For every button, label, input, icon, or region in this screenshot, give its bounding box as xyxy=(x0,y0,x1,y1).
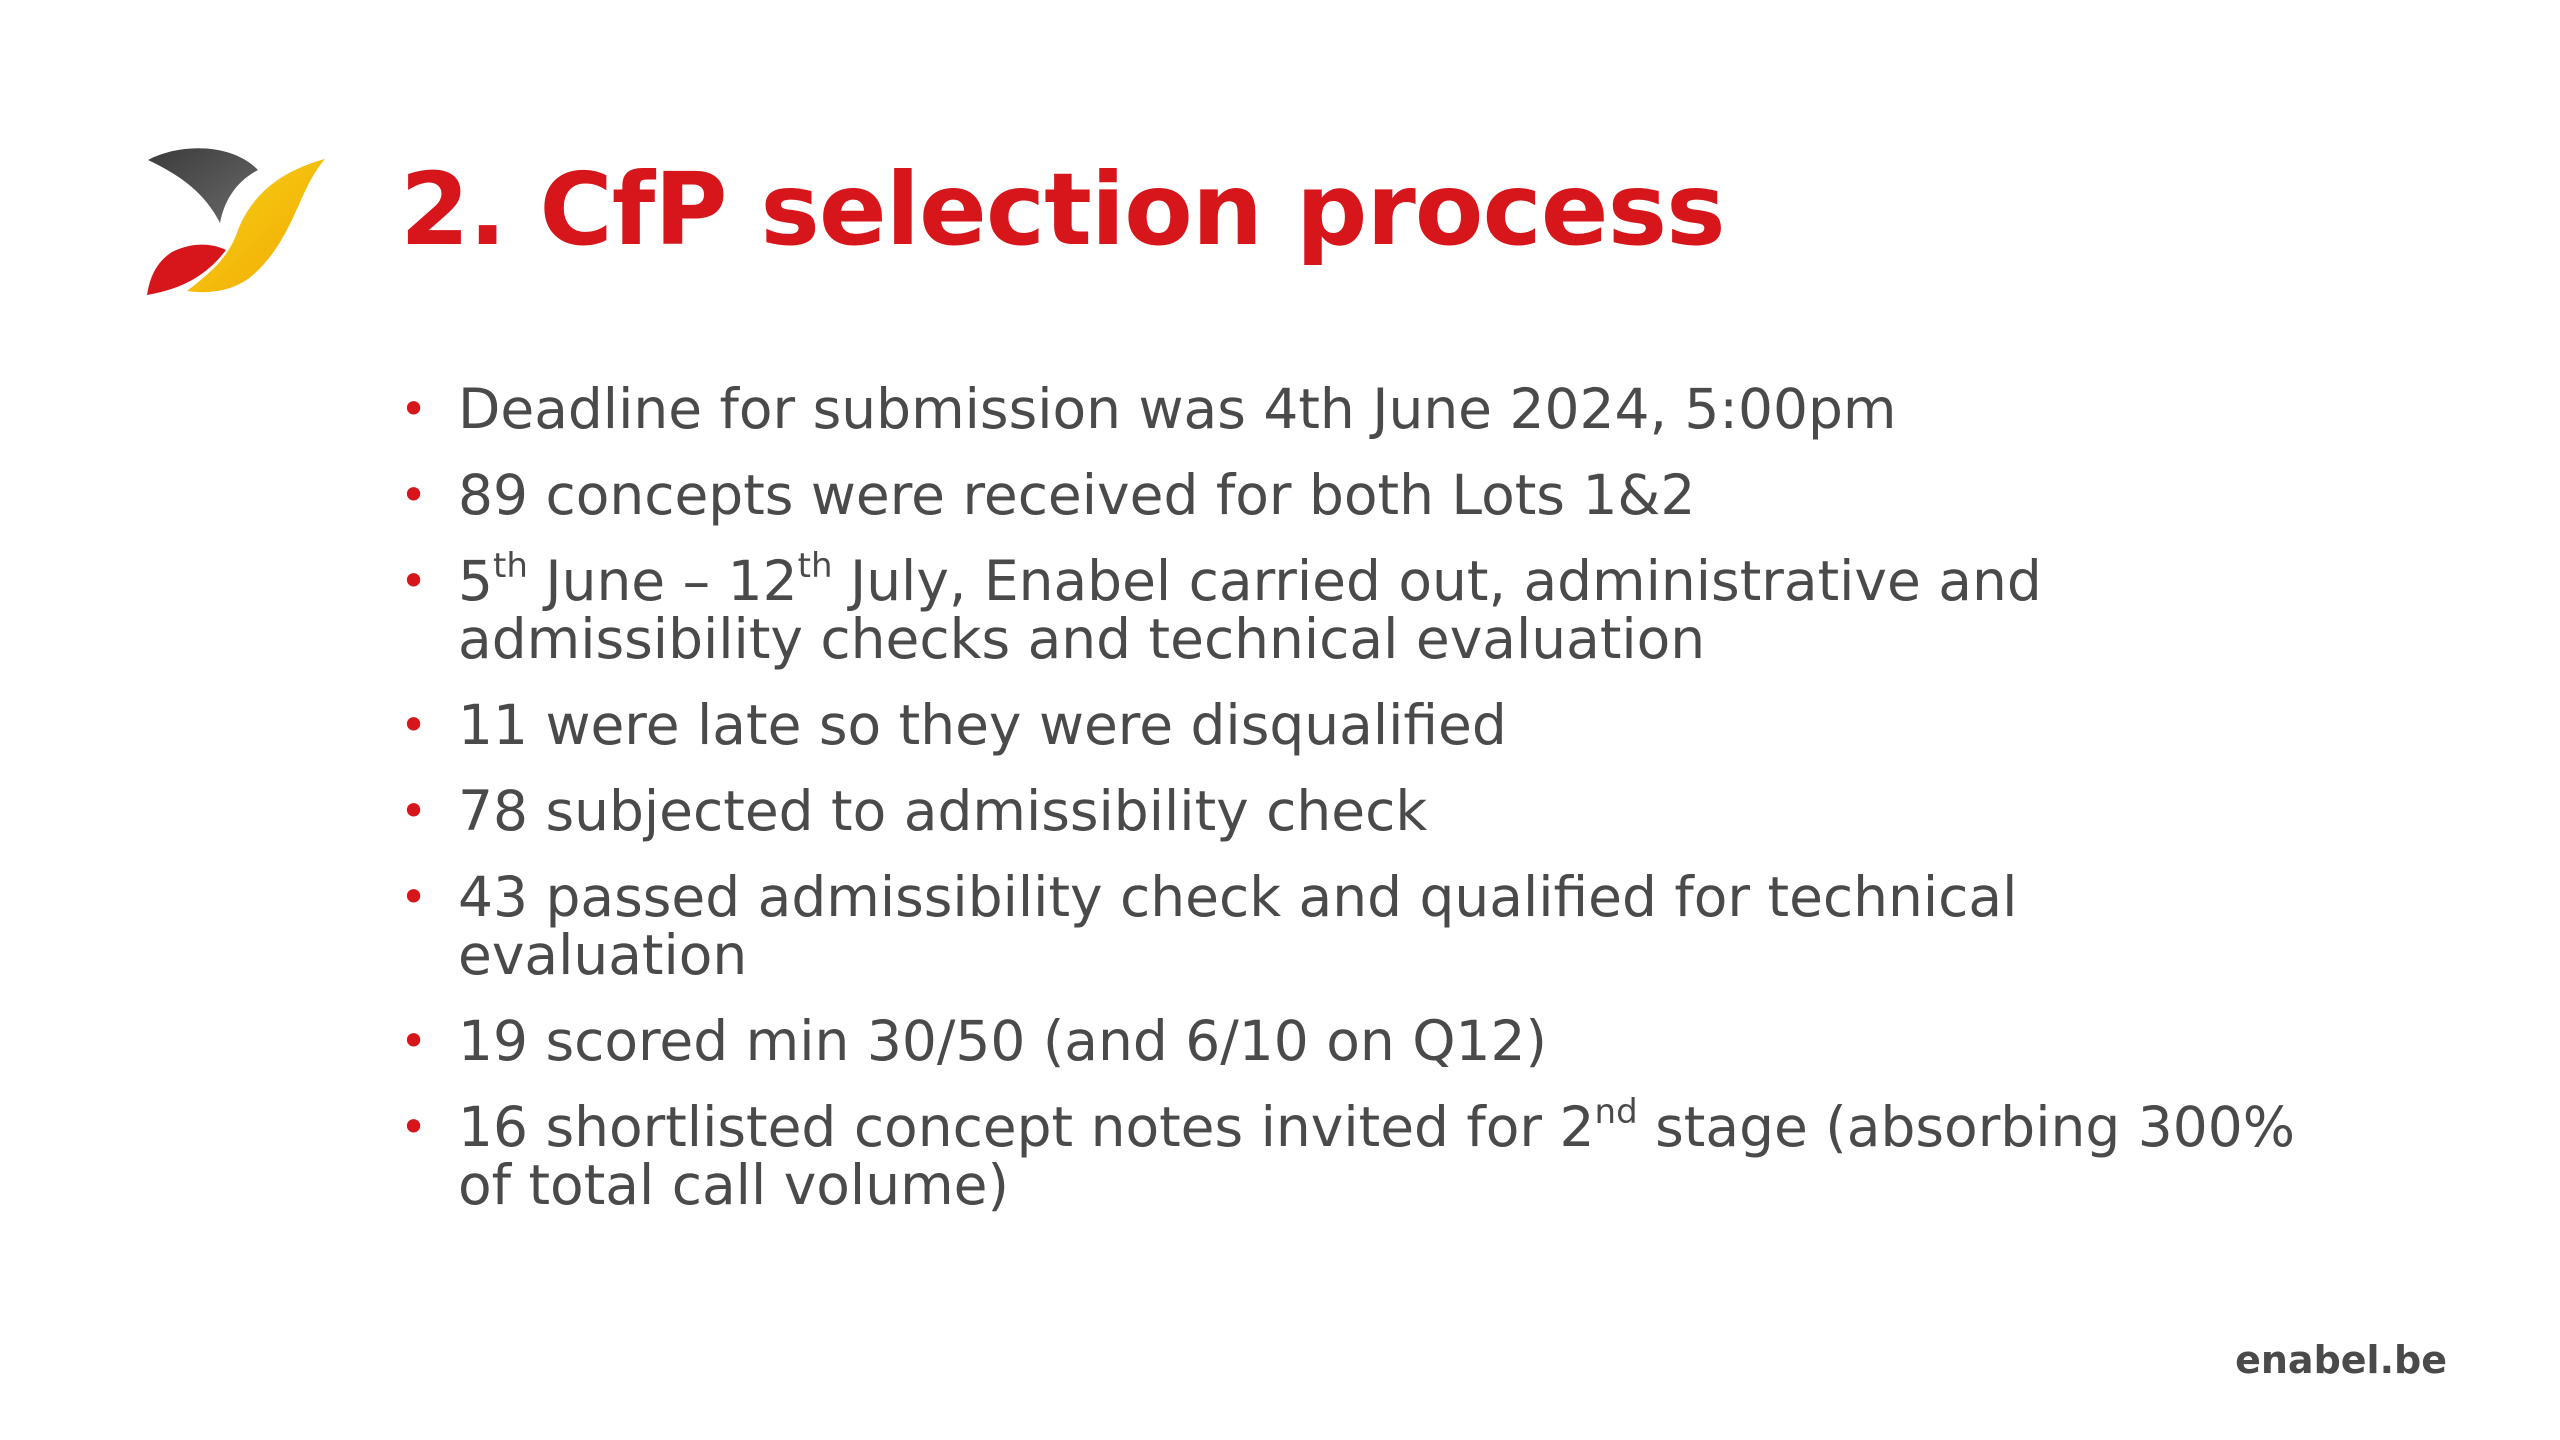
slide-title: 2. CfP selection process xyxy=(400,151,1725,268)
bullet-dot-icon: • xyxy=(400,784,428,838)
bullet-list xyxy=(400,377,2300,1242)
bullet-text-part: stage (absorbing 300% of total call volume) xyxy=(458,1095,2295,1217)
bullet-text: 19 scored min 30/50 (and 6/10 on Q12) xyxy=(458,1009,1547,1073)
bullet-text-part: 16 shortlisted concept notes invited for 2 xyxy=(458,1095,1595,1159)
bullet-text: 11 were late so they were disqualified xyxy=(458,693,1507,757)
bullet-text: 78 subjected to admissibility check xyxy=(458,779,1428,843)
bullet-text: 89 concepts were received for both Lots 1&2 xyxy=(458,463,1696,527)
bullet-text: Deadline for submission was 4th June 2024, 5:00pm xyxy=(458,377,1897,441)
superscript-text: th xyxy=(797,545,833,586)
bullet-item xyxy=(400,463,2300,527)
bullet-text-part: 5 xyxy=(458,549,493,613)
bullet-item xyxy=(400,377,2300,441)
bullet-text-part: July, Enabel carried out, administrative and admissibility checks and technical evaluation xyxy=(458,549,2042,671)
superscript-text: th xyxy=(493,545,528,586)
bullet-item xyxy=(400,1091,2300,1217)
bullet-dot-icon: • xyxy=(400,698,428,752)
bullet-item xyxy=(400,865,2300,987)
bullet-item xyxy=(400,779,2300,843)
bullet-text-part: June – 12 xyxy=(527,549,798,613)
bullet-item xyxy=(400,1009,2300,1073)
enabel-logo-icon xyxy=(140,135,330,305)
bullet-item xyxy=(400,693,2300,757)
bullet-dot-icon: • xyxy=(400,382,428,436)
superscript-text: nd xyxy=(1594,1091,1638,1132)
bullet-text: 43 passed admissibility check and qualified for technical evaluation xyxy=(458,865,2018,987)
bullet-dot-icon: • xyxy=(400,1014,428,1068)
bullet-dot-icon: • xyxy=(400,870,428,924)
bullet-item xyxy=(400,545,2300,671)
bullet-dot-icon: • xyxy=(400,468,428,522)
bullet-dot-icon: • xyxy=(400,1100,428,1154)
bullet-dot-icon: • xyxy=(400,554,428,608)
footer-website-link[interactable]: enabel.be xyxy=(2235,1338,2447,1382)
